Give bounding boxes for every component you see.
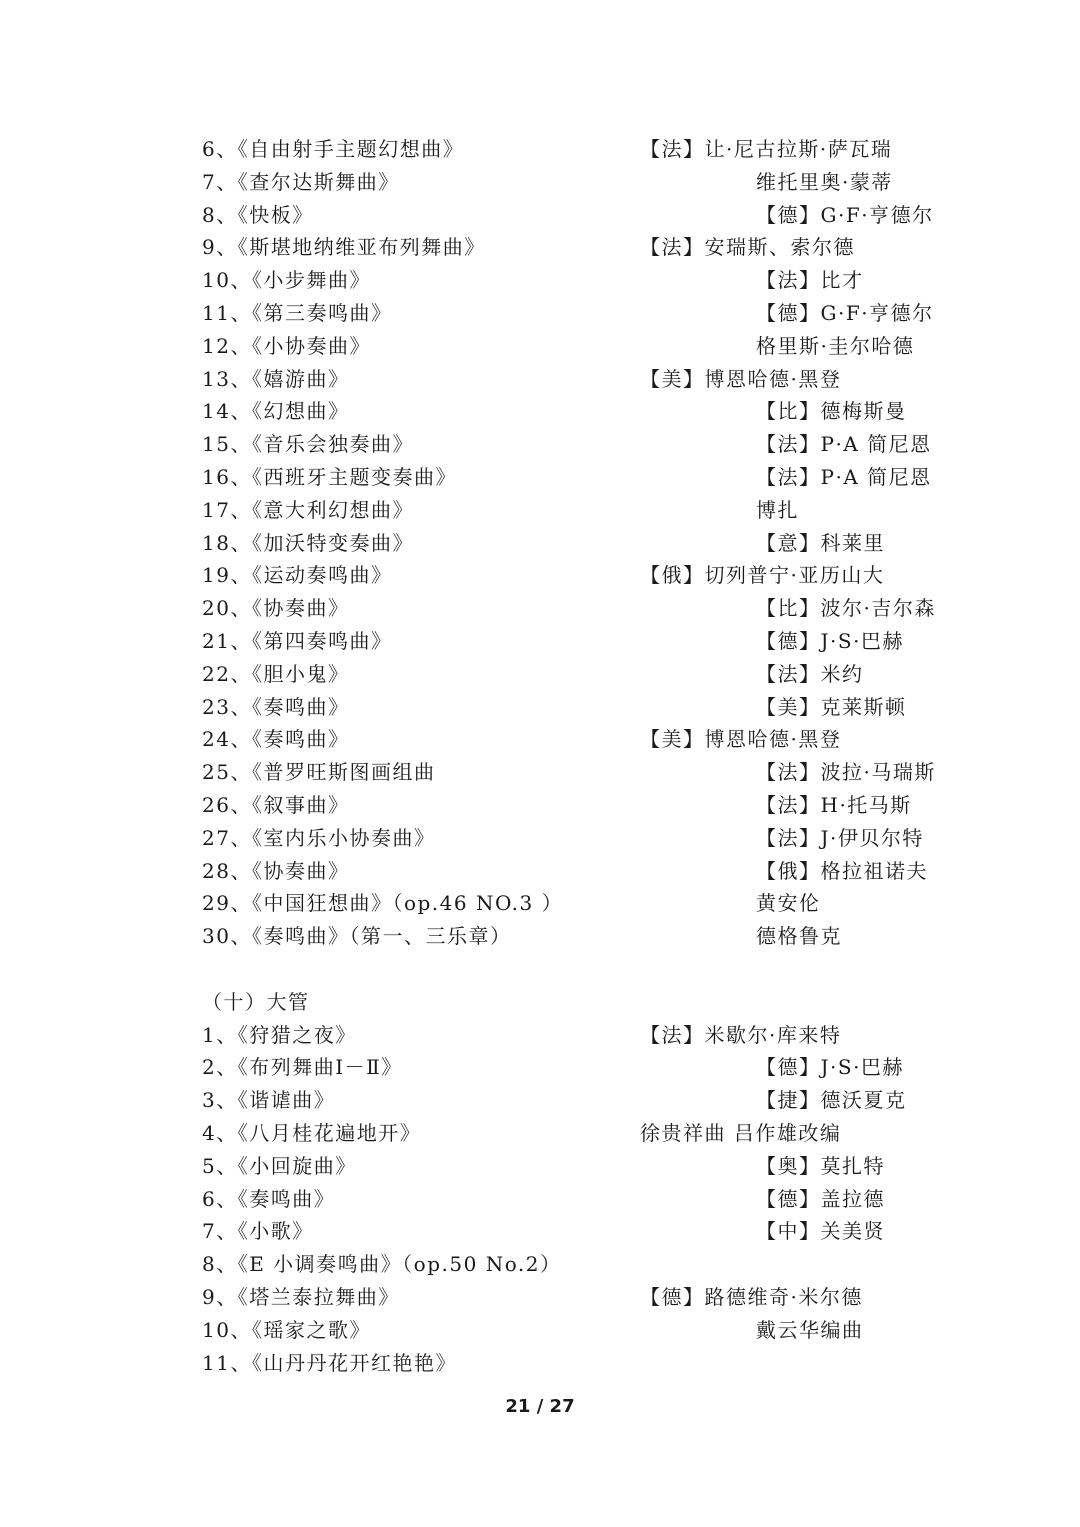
composer-name: 【法】波拉·马瑞斯 [756, 760, 936, 785]
list-item [0, 1117, 1080, 1150]
composer-name: 【德】J·S·巴赫 [756, 1055, 904, 1080]
composer-name: 【法】米歇尔·库来特 [640, 1022, 842, 1047]
piece-title: 11、《第三奏鸣曲》 [202, 301, 393, 325]
section-heading: （十）大管 [202, 989, 310, 1014]
piece-title: 6、《自由射手主题幻想曲》 [202, 137, 465, 161]
composer-name: 【意】科莱里 [756, 530, 885, 555]
composer-name: 【德】G·F·亨德尔 [756, 202, 934, 227]
list-item [0, 855, 1080, 888]
list-item [0, 231, 1080, 264]
composer-name: 【法】米约 [756, 661, 864, 686]
composer-name: 戴云华编曲 [756, 1317, 864, 1342]
piece-title: 6、《奏鸣曲》 [202, 1186, 336, 1211]
list-item [0, 1183, 1080, 1216]
composer-name: 【比】德梅斯曼 [756, 399, 907, 424]
list-item [0, 297, 1080, 330]
piece-title: 4、《八月桂花遍地开》 [202, 1121, 422, 1145]
piece-title: 9、《塔兰泰拉舞曲》 [202, 1285, 400, 1309]
piece-title: 29、《中国狂想曲》（op.46 NO.3 ） [202, 891, 564, 916]
list-item [0, 920, 1080, 953]
composer-name: 【法】P·A 简尼恩 [756, 465, 932, 489]
composer-name: 【俄】切列普宁·亚历山大 [640, 563, 885, 588]
list-item [0, 756, 1080, 789]
composer-name: 格里斯·圭尔哈德 [756, 333, 915, 358]
list-item [0, 658, 1080, 691]
list-item [0, 1281, 1080, 1314]
list-item [0, 691, 1080, 724]
piece-title: 26、《叙事曲》 [202, 793, 350, 817]
composer-name: 【德】G·F·亨德尔 [756, 301, 934, 325]
composer-name: 【捷】德沃夏克 [756, 1088, 907, 1113]
piece-title: 5、《小回旋曲》 [202, 1153, 357, 1178]
list-item [0, 1347, 1080, 1380]
list-item [0, 887, 1080, 920]
composer-name: 【中】关美贤 [756, 1219, 885, 1244]
piece-title: 20、《协奏曲》 [202, 596, 350, 621]
composer-name: 【奥】莫扎特 [756, 1153, 885, 1178]
list-item [0, 166, 1080, 199]
list-item [0, 1215, 1080, 1248]
list-item [0, 330, 1080, 363]
composer-name: 维托里奥·蒙蒂 [756, 169, 893, 194]
piece-title: 27、《室内乐小协奏曲》 [202, 825, 436, 850]
composer-name: 【德】路德维奇·米尔德 [640, 1285, 863, 1309]
piece-title: 18、《加沃特变奏曲》 [202, 530, 414, 555]
list-item [0, 395, 1080, 428]
list-item [0, 1248, 1080, 1281]
list-item [0, 133, 1080, 166]
piece-title: 16、《西班牙主题变奏曲》 [202, 465, 457, 489]
composer-name: 【法】让·尼古拉斯·萨瓦瑞 [640, 137, 893, 161]
list-item [0, 723, 1080, 756]
piece-title: 10、《瑶家之歌》 [202, 1317, 371, 1342]
piece-title: 15、《音乐会独奏曲》 [202, 432, 414, 457]
piece-title: 1、《狩猎之夜》 [202, 1022, 357, 1047]
piece-title: 8、《快板》 [202, 202, 314, 227]
composer-name: 【比】波尔·吉尔森 [756, 596, 936, 621]
list-item [0, 1019, 1080, 1052]
list-item [0, 625, 1080, 658]
composer-name: 【德】J·S·巴赫 [756, 629, 904, 653]
piece-title: 17、《意大利幻想曲》 [202, 497, 414, 522]
list-item [0, 1150, 1080, 1183]
composer-name: 【美】博恩哈德·黑登 [640, 727, 842, 752]
piece-title: 12、《小协奏曲》 [202, 333, 371, 358]
piece-title: 9、《斯堪地纳维亚布列舞曲》 [202, 235, 486, 260]
composer-name: 黄安伦 [756, 891, 821, 916]
list-item [0, 264, 1080, 297]
piece-title: 7、《查尔达斯舞曲》 [202, 169, 400, 194]
composer-name: 【法】H·托马斯 [756, 793, 912, 817]
piece-title: 7、《小歌》 [202, 1219, 314, 1244]
list-item [0, 527, 1080, 560]
piece-title: 22、《胆小鬼》 [202, 661, 350, 686]
piece-title: 14、《幻想曲》 [202, 399, 350, 424]
piece-title: 28、《协奏曲》 [202, 858, 350, 883]
list-item [0, 789, 1080, 822]
piece-title: 19、《运动奏鸣曲》 [202, 563, 393, 588]
piece-title: 10、《小步舞曲》 [202, 268, 371, 293]
composer-name: 德格鲁克 [756, 924, 842, 949]
list-item [0, 822, 1080, 855]
composer-name: 【俄】格拉祖诺夫 [756, 858, 928, 883]
composer-name: 徐贵祥曲 吕作雄改编 [640, 1121, 842, 1145]
piece-title: 2、《布列舞曲Ⅰ－Ⅱ》 [202, 1055, 403, 1080]
list-item [0, 1084, 1080, 1117]
composer-name: 【德】盖拉德 [756, 1186, 885, 1211]
composer-name: 【美】克莱斯顿 [756, 694, 907, 719]
piece-title: 3、《谐谑曲》 [202, 1088, 336, 1113]
composer-name: 【法】P·A 简尼恩 [756, 432, 932, 457]
composer-name: 博扎 [756, 497, 799, 522]
piece-title: 11、《山丹丹花开红艳艳》 [202, 1350, 457, 1375]
piece-title: 21、《第四奏鸣曲》 [202, 629, 393, 653]
list-item [0, 592, 1080, 625]
piece-title: 25、《普罗旺斯图画组曲 [202, 760, 436, 785]
list-item [0, 428, 1080, 461]
piece-title: 13、《嬉游曲》 [202, 366, 350, 391]
piece-title: 8、《E 小调奏鸣曲》（op.50 No.2） [202, 1252, 562, 1277]
list-item [0, 559, 1080, 592]
piece-title: 23、《奏鸣曲》 [202, 694, 350, 719]
composer-name: 【法】安瑞斯、索尔德 [640, 235, 855, 260]
list-item [0, 494, 1080, 527]
piece-title: 24、《奏鸣曲》 [202, 727, 350, 752]
list-item [0, 1314, 1080, 1347]
composer-name: 【美】博恩哈德·黑登 [640, 366, 842, 391]
composer-name: 【法】J·伊贝尔特 [756, 825, 924, 850]
piece-title: 30、《奏鸣曲》（第一、三乐章） [202, 924, 512, 949]
list-item [0, 199, 1080, 232]
list-item [0, 1051, 1080, 1084]
page-number: 21 / 27 [505, 1396, 575, 1417]
composer-name: 【法】比才 [756, 268, 864, 293]
list-item [0, 363, 1080, 396]
list-item [0, 461, 1080, 494]
